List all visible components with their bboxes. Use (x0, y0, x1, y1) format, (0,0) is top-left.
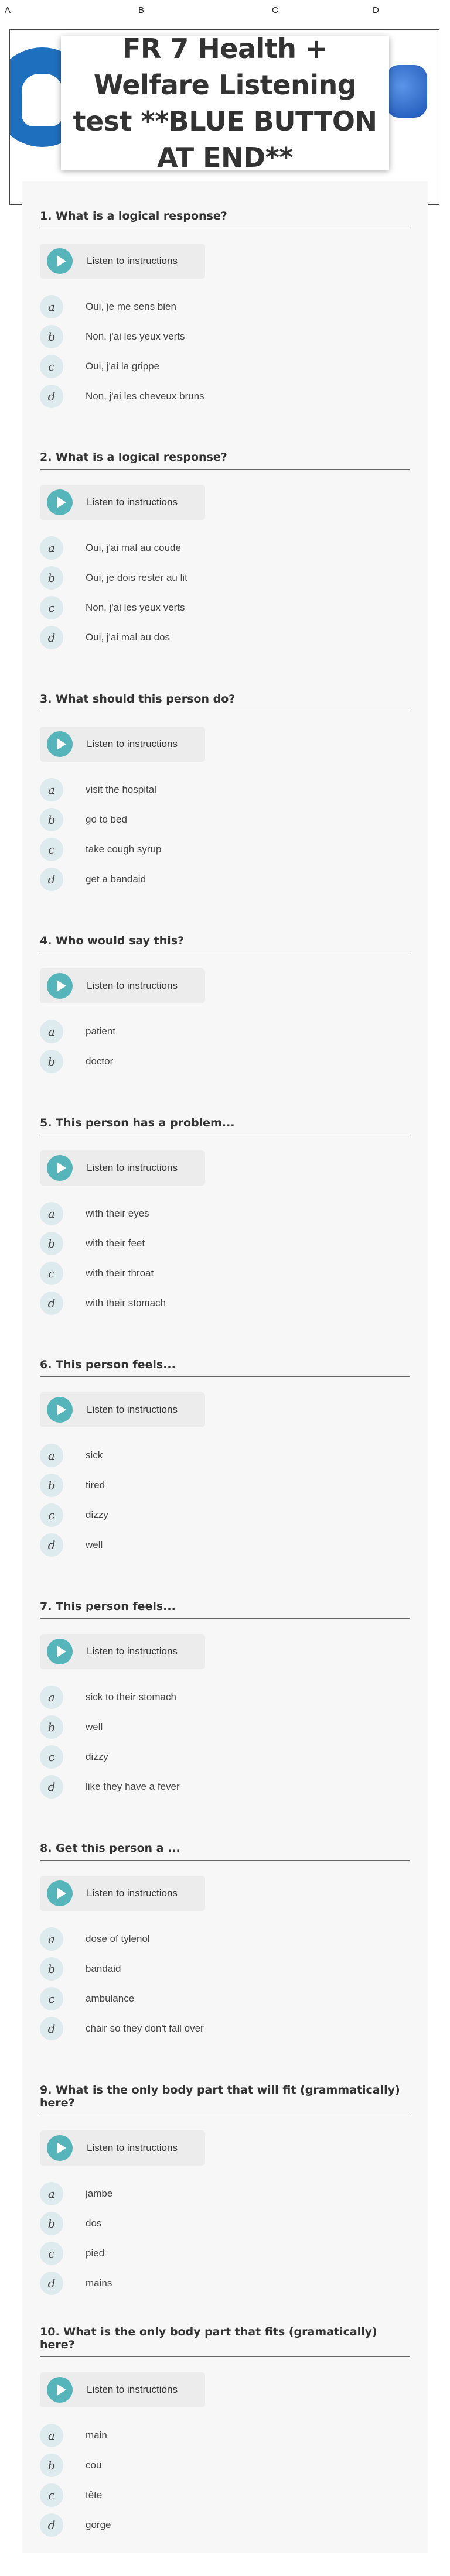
answer-option[interactable] (40, 2013, 410, 2043)
option-text: go to bed (86, 813, 127, 825)
answer-option[interactable] (40, 2450, 410, 2480)
page-title: FR 7 Health + Welfare Listening test **BLUE BUTTON AT END** (73, 33, 377, 173)
option-text: visit the hospital (86, 783, 156, 795)
listen-label: Listen to instructions (87, 1404, 178, 1415)
answer-option[interactable] (40, 2420, 410, 2450)
listen-to-instructions-button[interactable] (40, 1876, 205, 1911)
listen-label: Listen to instructions (87, 2142, 178, 2153)
listen-to-instructions-button[interactable] (40, 2130, 205, 2166)
answer-option[interactable] (40, 1712, 410, 1742)
answer-option[interactable] (40, 1954, 410, 1984)
option-letter-badge[interactable]: c (40, 1745, 63, 1769)
answer-options (40, 2178, 410, 2298)
answer-option[interactable] (40, 622, 410, 652)
answer-option[interactable] (40, 1924, 410, 1954)
option-letter-badge[interactable]: d (40, 2513, 63, 2537)
option-letter-badge[interactable]: a (40, 778, 63, 801)
question-title: 3. What should this person do? (40, 693, 410, 711)
answer-option[interactable] (40, 1288, 410, 1318)
question-title: 8. Get this person a ... (40, 1842, 410, 1861)
play-icon[interactable] (47, 248, 73, 274)
option-text: Oui, je dois rester au lit (86, 571, 188, 583)
question-4 (40, 934, 410, 1076)
question-1 (40, 210, 410, 411)
answer-option[interactable] (40, 1198, 410, 1228)
option-letter-badge[interactable]: b (40, 566, 63, 590)
option-letter-badge[interactable]: d (40, 2272, 63, 2295)
option-letter-badge[interactable]: a (40, 1686, 63, 1709)
answer-option[interactable] (40, 2178, 410, 2208)
play-icon[interactable] (47, 2377, 73, 2403)
option-letter-badge[interactable]: a (40, 536, 63, 560)
question-3 (40, 693, 410, 894)
option-letter-badge[interactable]: c (40, 1987, 63, 2010)
option-text: mains (86, 2277, 112, 2289)
answer-option[interactable] (40, 592, 410, 622)
option-text: ambulance (86, 1992, 135, 2004)
column-letter-a: A (5, 5, 11, 15)
listen-to-instructions-button[interactable] (40, 968, 205, 1003)
answer-option[interactable] (40, 864, 410, 894)
option-text: dizzy (86, 1751, 108, 1762)
question-6 (40, 1358, 410, 1560)
option-letter-badge[interactable]: b (40, 1715, 63, 1739)
option-letter-badge[interactable]: d (40, 385, 63, 408)
option-text: with their throat (86, 1267, 154, 1279)
option-letter-badge[interactable]: d (40, 2017, 63, 2040)
option-text: bandaid (86, 1962, 121, 1974)
spreadsheet-column-header (0, 0, 450, 18)
column-letter-c: C (272, 5, 278, 15)
listen-to-instructions-button[interactable] (40, 485, 205, 520)
option-letter-badge[interactable]: b (40, 2454, 63, 2477)
option-text: dos (86, 2217, 102, 2229)
answer-option[interactable] (40, 1772, 410, 1801)
listen-label: Listen to instructions (87, 1646, 178, 1657)
option-text: Oui, j'ai la grippe (86, 360, 160, 372)
option-letter-badge[interactable]: a (40, 1444, 63, 1467)
option-text: dizzy (86, 1509, 108, 1520)
listen-label: Listen to instructions (87, 2384, 178, 2395)
answer-options (40, 292, 410, 411)
column-letter-b: B (138, 5, 145, 15)
question-title: 10. What is the only body part that fits (gramatically) here? (40, 2325, 410, 2357)
play-icon[interactable] (47, 1639, 73, 1664)
question-10 (40, 2325, 410, 2540)
option-letter-badge[interactable]: a (40, 1202, 63, 1225)
option-text: with their eyes (86, 1207, 149, 1219)
option-letter-badge[interactable]: a (40, 2182, 63, 2205)
option-text: tête (86, 2489, 103, 2500)
option-text: tired (86, 1479, 105, 1491)
listen-to-instructions-button[interactable] (40, 1150, 205, 1186)
answer-option[interactable] (40, 1228, 410, 1258)
answer-option[interactable] (40, 1984, 410, 2013)
question-title: 9. What is the only body part that will fit (grammatically) here? (40, 2084, 410, 2115)
option-letter-badge[interactable]: b (40, 1957, 63, 1981)
option-text: like they have a fever (86, 1780, 180, 1792)
option-text: sick to their stomach (86, 1691, 176, 1703)
listen-to-instructions-button[interactable] (40, 1634, 205, 1669)
answer-option[interactable] (40, 381, 410, 411)
option-text: patient (86, 1025, 116, 1037)
answer-option[interactable] (40, 1500, 410, 1530)
answer-option[interactable] (40, 321, 410, 351)
option-text: dose of tylenol (86, 1933, 150, 1944)
option-text: main (86, 2429, 107, 2441)
option-letter-badge[interactable]: a (40, 2424, 63, 2447)
answer-option[interactable] (40, 2510, 410, 2540)
option-letter-badge[interactable]: a (40, 295, 63, 318)
answer-options (40, 1440, 410, 1560)
option-text: chair so they don't fall over (86, 2022, 204, 2034)
option-letter-badge[interactable]: d (40, 1292, 63, 1315)
answer-option[interactable] (40, 1530, 410, 1560)
option-letter-badge[interactable]: c (40, 2242, 63, 2265)
option-text: cou (86, 2459, 102, 2471)
question-5 (40, 1116, 410, 1318)
option-letter-badge[interactable]: b (40, 1232, 63, 1255)
option-letter-badge[interactable]: b (40, 2212, 63, 2235)
listen-to-instructions-button[interactable] (40, 727, 205, 762)
option-text: with their feet (86, 1237, 145, 1249)
question-8 (40, 1842, 410, 2043)
answer-options (40, 1924, 410, 2043)
question-title: 7. This person feels... (40, 1600, 410, 1619)
question-title: 1. What is a logical response? (40, 210, 410, 228)
listen-label: Listen to instructions (87, 980, 178, 991)
option-letter-badge[interactable]: c (40, 596, 63, 619)
question-9 (40, 2084, 410, 2298)
question-title: 5. This person has a problem... (40, 1116, 410, 1135)
question-title: 2. What is a logical response? (40, 451, 410, 470)
option-text: jambe (86, 2187, 113, 2199)
play-icon[interactable] (47, 731, 73, 757)
option-text: Non, j'ai les cheveux bruns (86, 390, 204, 402)
option-letter-badge[interactable]: d (40, 868, 63, 891)
listen-to-instructions-button[interactable] (40, 2372, 205, 2407)
answer-option[interactable] (40, 292, 410, 321)
option-letter-badge[interactable]: b (40, 325, 63, 348)
listen-label: Listen to instructions (87, 1162, 178, 1173)
listen-label: Listen to instructions (87, 738, 178, 749)
question-2 (40, 451, 410, 652)
answer-option[interactable] (40, 2480, 410, 2510)
option-text: Oui, j'ai mal au dos (86, 631, 171, 643)
listen-label: Listen to instructions (87, 1888, 178, 1899)
question-title: 4. Who would say this? (40, 934, 410, 953)
answer-option[interactable] (40, 1682, 410, 1712)
column-letter-d: D (373, 5, 379, 15)
answer-option[interactable] (40, 2268, 410, 2298)
listen-to-instructions-button[interactable] (40, 1392, 205, 1427)
option-text: well (86, 1539, 103, 1550)
option-letter-badge[interactable]: b (40, 1474, 63, 1497)
answer-options (40, 533, 410, 652)
option-text: sick (86, 1449, 103, 1461)
question-title: 6. This person feels... (40, 1358, 410, 1377)
option-text: take cough syrup (86, 843, 162, 855)
option-text: Oui, je me sens bien (86, 300, 176, 312)
listen-to-instructions-button[interactable] (40, 244, 205, 279)
answer-option[interactable] (40, 351, 410, 381)
option-text: Non, j'ai les yeux verts (86, 601, 185, 613)
listen-label: Listen to instructions (87, 496, 178, 508)
answer-option[interactable] (40, 1440, 410, 1470)
option-letter-badge[interactable]: a (40, 1020, 63, 1043)
play-icon[interactable] (47, 973, 73, 999)
answer-option[interactable] (40, 533, 410, 563)
answer-option[interactable] (40, 1016, 410, 1046)
option-text: gorge (86, 2519, 111, 2530)
option-text: Non, j'ai les yeux verts (86, 330, 185, 342)
answer-option[interactable] (40, 1258, 410, 1288)
answer-option[interactable] (40, 2208, 410, 2238)
option-letter-badge[interactable]: d (40, 1775, 63, 1799)
answer-option[interactable] (40, 1742, 410, 1772)
answer-options (40, 1682, 410, 1801)
option-text: with their stomach (86, 1297, 166, 1308)
answer-options (40, 775, 410, 894)
question-7 (40, 1600, 410, 1801)
answer-option[interactable] (40, 804, 410, 834)
answer-option[interactable] (40, 775, 410, 804)
play-icon[interactable] (47, 2135, 73, 2161)
tooth-shape (22, 74, 63, 126)
answer-option[interactable] (40, 2238, 410, 2268)
option-text: well (86, 1721, 103, 1732)
option-text: Oui, j'ai mal au coude (86, 542, 181, 553)
answer-options (40, 1016, 410, 1076)
option-text: doctor (86, 1055, 114, 1067)
option-letter-badge[interactable]: a (40, 1927, 63, 1951)
option-letter-badge[interactable]: c (40, 1503, 63, 1527)
answer-option[interactable] (40, 1470, 410, 1500)
listen-label: Listen to instructions (87, 255, 178, 266)
option-letter-badge[interactable]: d (40, 626, 63, 649)
ice-pack-image (386, 65, 427, 118)
play-icon[interactable] (47, 1397, 73, 1423)
answer-options (40, 2420, 410, 2540)
option-letter-badge[interactable]: c (40, 2483, 63, 2507)
option-letter-badge[interactable]: b (40, 1050, 63, 1073)
answer-option[interactable] (40, 1046, 410, 1076)
option-text: get a bandaid (86, 873, 146, 885)
option-letter-badge[interactable]: c (40, 355, 63, 378)
answer-option[interactable] (40, 834, 410, 864)
answer-option[interactable] (40, 563, 410, 592)
title-card (61, 33, 389, 173)
option-letter-badge[interactable]: b (40, 808, 63, 831)
option-letter-badge[interactable]: c (40, 1262, 63, 1285)
option-letter-badge[interactable]: d (40, 1533, 63, 1557)
play-icon[interactable] (47, 1880, 73, 1906)
play-icon[interactable] (47, 1155, 73, 1181)
answer-options (40, 1198, 410, 1318)
play-icon[interactable] (47, 489, 73, 515)
option-text: pied (86, 2247, 105, 2259)
option-letter-badge[interactable]: c (40, 838, 63, 861)
